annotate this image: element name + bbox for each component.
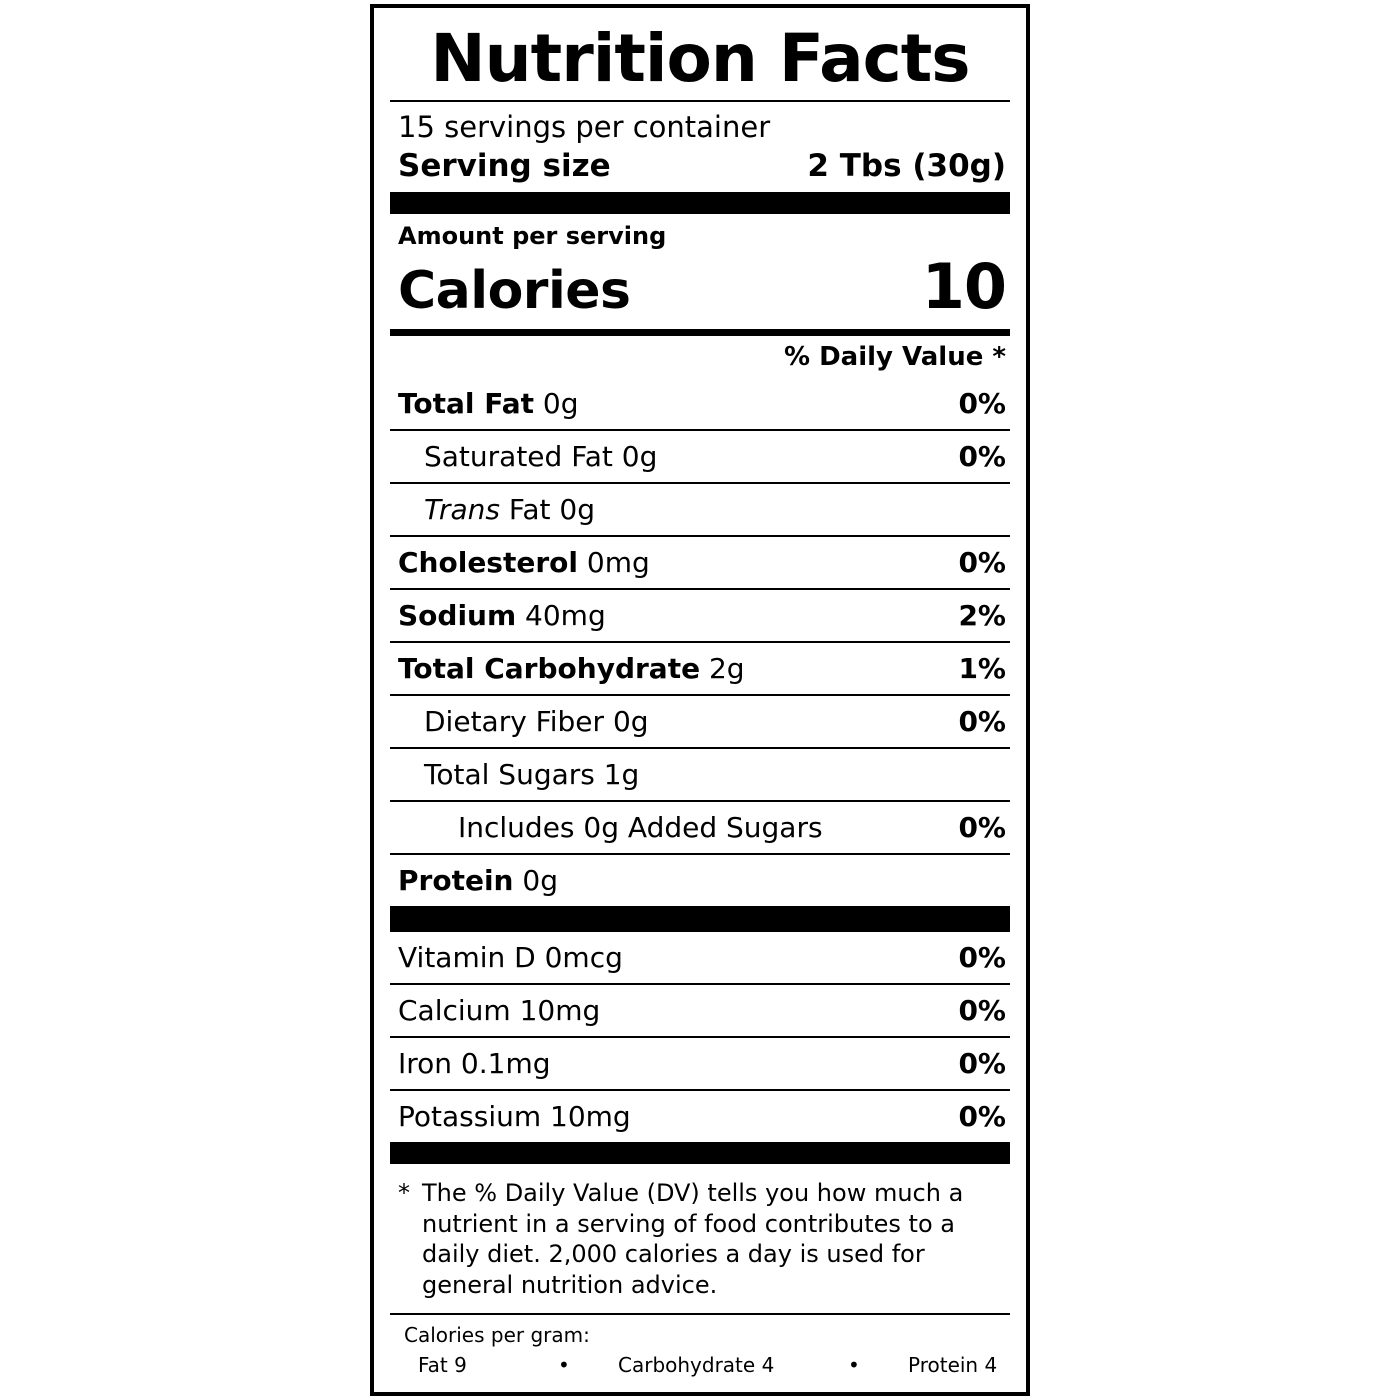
- vitamin-name: Calcium 10mg: [398, 994, 601, 1027]
- trans-italic: Trans: [424, 493, 500, 526]
- divider-thick-top: [390, 192, 1010, 214]
- vitamin-row-potassium: [390, 1091, 1010, 1142]
- servings-per-container: 15 servings per container: [398, 110, 771, 144]
- nutrient-dv: 0%: [958, 440, 1006, 473]
- vitamin-dv: 0%: [958, 1047, 1006, 1080]
- nutrient-name: Cholesterol 0mg: [398, 546, 650, 579]
- vitamin-dv: 0%: [958, 1100, 1006, 1133]
- vitamin-name: Iron 0.1mg: [398, 1047, 551, 1080]
- calories-per-gram-carbohydrate: Carbohydrate 4: [618, 1352, 775, 1377]
- vitamin-row-vitamin-d: [390, 932, 1010, 985]
- calories-value: 10: [921, 250, 1006, 323]
- vitamin-name: Vitamin D 0mcg: [398, 941, 623, 974]
- nutrient-dv: 1%: [958, 652, 1006, 685]
- nutrient-dv: 0%: [958, 546, 1006, 579]
- bullet-separator-1: •: [558, 1352, 570, 1377]
- nutrient-name: Sodium 40mg: [398, 599, 606, 632]
- nutrient-name: Total Carbohydrate 2g: [398, 652, 745, 685]
- amount-per-serving-label: Amount per serving: [398, 222, 667, 250]
- nutrient-row-added-sugars: [390, 802, 1010, 855]
- divider-thick-vitamins: [390, 906, 1010, 932]
- daily-value-header: % Daily Value *: [783, 342, 1006, 372]
- daily-value-footnote: [390, 1164, 1010, 1313]
- nutrient-name: Total Sugars 1g: [424, 758, 640, 791]
- nutrient-row-saturated-fat: [390, 431, 1010, 484]
- vitamin-row-calcium: [390, 985, 1010, 1038]
- nutrient-name: Includes 0g Added Sugars: [458, 811, 823, 844]
- calories-label: Calories: [398, 261, 631, 321]
- nutrition-facts-label: [370, 4, 1030, 1396]
- nutrient-row-sodium: [390, 590, 1010, 643]
- calories-per-gram-protein: Protein 4: [908, 1352, 998, 1377]
- nutrients-list: [390, 378, 1010, 906]
- serving-size-row: [390, 146, 1010, 192]
- nutrient-row-total-carbohydrate: [390, 643, 1010, 696]
- vitamin-dv: 0%: [958, 994, 1006, 1027]
- serving-size-label: Serving size: [398, 148, 611, 184]
- nutrient-row-total-fat: [390, 378, 1010, 431]
- nutrient-row-total-sugars: [390, 749, 1010, 802]
- nutrient-row-trans-fat: [390, 484, 1010, 537]
- vitamin-dv: 0%: [958, 941, 1006, 974]
- footnote-star: *: [398, 1179, 410, 1207]
- serving-size-value: 2 Tbs (30g): [807, 148, 1006, 184]
- label-inner: [390, 8, 1010, 1392]
- page-title: Nutrition Facts: [430, 20, 970, 97]
- nutrient-dv: 0%: [958, 705, 1006, 738]
- nutrient-dv: 2%: [958, 599, 1006, 632]
- calories-row: [390, 250, 1010, 329]
- nutrient-name: Saturated Fat 0g: [424, 440, 658, 473]
- calories-per-gram-fat: Fat 9: [418, 1352, 467, 1377]
- nutrient-name: Dietary Fiber 0g: [424, 705, 649, 738]
- divider-under-calories: [390, 329, 1010, 336]
- calories-per-gram-row: [390, 1349, 1010, 1383]
- nutrient-row-dietary-fiber: [390, 696, 1010, 749]
- nutrient-row-cholesterol: [390, 537, 1010, 590]
- nutrient-name: Protein 0g: [398, 864, 558, 897]
- nutrient-dv: 0%: [958, 387, 1006, 420]
- vitamin-name: Potassium 10mg: [398, 1100, 631, 1133]
- calories-per-gram-label: Calories per gram:: [404, 1322, 590, 1347]
- nutrient-dv: 0%: [958, 811, 1006, 844]
- vitamins-list: [390, 932, 1010, 1142]
- nutrient-row-protein: [390, 855, 1010, 906]
- divider-thick-footnote: [390, 1142, 1010, 1164]
- nutrient-name: Trans Fat 0g: [424, 493, 595, 526]
- bullet-separator-2: •: [848, 1352, 860, 1377]
- nutrient-name: Total Fat 0g: [398, 387, 579, 420]
- footnote-text: The % Daily Value (DV) tells you how much a nutrient in a serving of food contributes to a daily diet. 2,000 calories a day is used for general nutrition advice.: [422, 1179, 964, 1300]
- vitamin-row-iron: [390, 1038, 1010, 1091]
